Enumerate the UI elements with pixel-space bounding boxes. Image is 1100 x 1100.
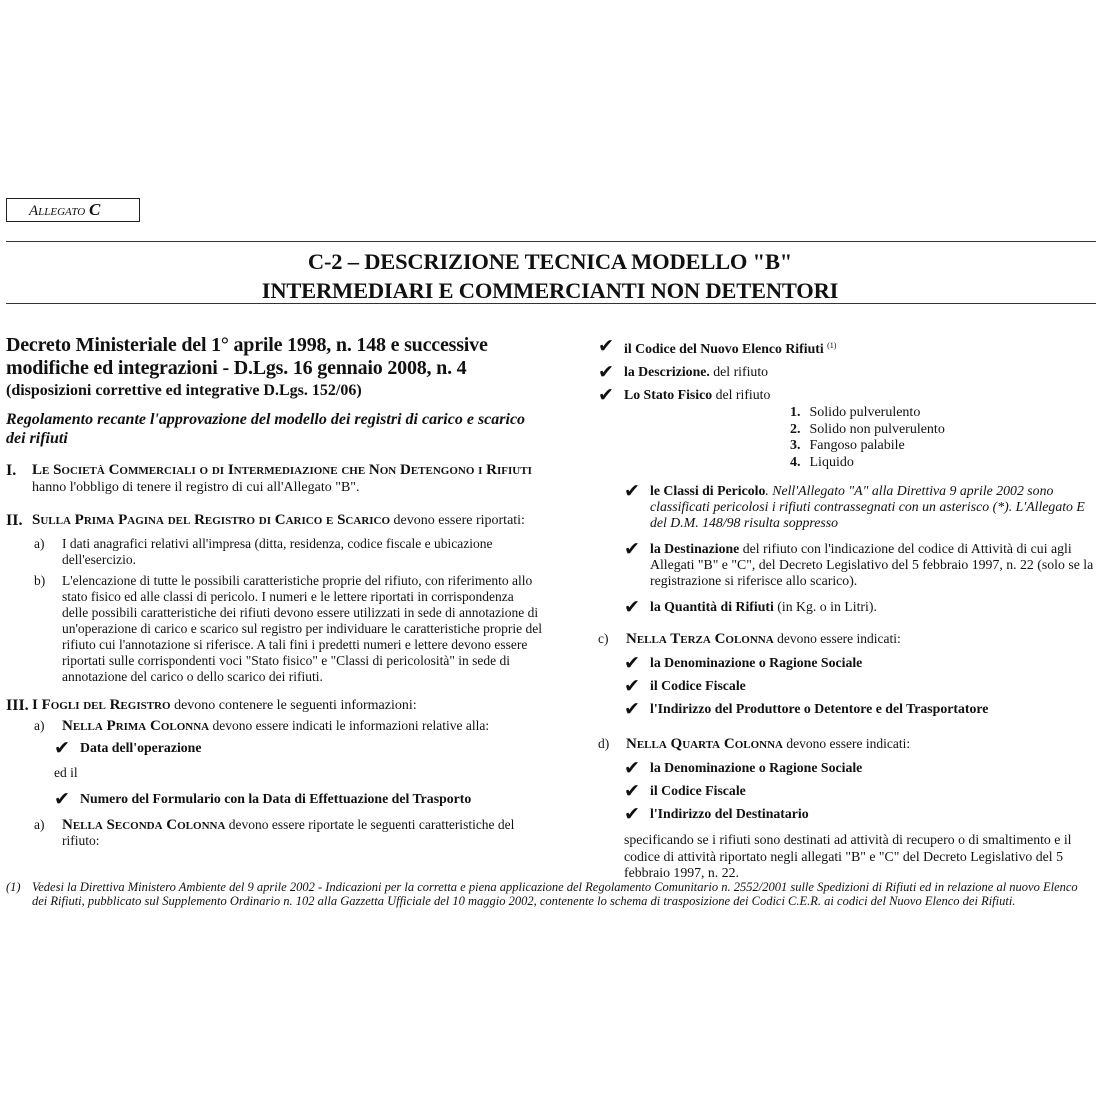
physical-state-list — [598, 405, 1094, 471]
check-label: la Denominazione o Ragione Sociale — [650, 760, 863, 775]
item-letter: d) — [598, 736, 610, 751]
column-d-heading: Nella Quarta Colonna — [626, 736, 783, 752]
checkmark-icon: ✔ — [54, 737, 70, 759]
column-b-heading: Nella Seconda Colonna — [62, 817, 226, 833]
checkmark-icon: ✔ — [598, 361, 614, 383]
section-2-items — [6, 536, 542, 685]
check-item — [624, 757, 1094, 779]
section-3-text: devono contenere le seguenti informazioni: — [170, 698, 417, 713]
check-label: il Codice Fiscale — [650, 783, 746, 798]
footnote-mark: (1) — [6, 880, 21, 894]
footnote-ref: (1) — [827, 341, 837, 350]
check-text: . Nell'Allegato "A" alla Direttiva 9 aprile 2002 sono classificati pericolosi i rifiuti contrassegnati con un asterisco (*). L'Allegato E del D.M. 148/98 risulta soppresso — [650, 483, 1085, 530]
section-2-heading: Sulla Prima Pagina del Registro di Carico e Scarico — [32, 512, 391, 528]
check-label: le Classi di Pericolo — [650, 483, 766, 498]
title-line-1: C-2 – DESCRIZIONE TECNICA MODELLO "B" — [307, 249, 793, 274]
column-a-text: devono essere indicati le informazioni relative alla: — [209, 718, 490, 733]
list-item — [790, 438, 1094, 455]
check-label: Lo Stato Fisico — [624, 387, 713, 402]
checkmark-icon: ✔ — [624, 803, 640, 825]
check-label: l'Indirizzo del Produttore o Detentore e del Trasportatore — [650, 701, 989, 716]
checkmark-icon: ✔ — [624, 596, 640, 618]
check-item — [624, 675, 1094, 697]
state-label: Fangoso palabile — [809, 438, 905, 453]
allegato-letter: C — [89, 200, 101, 219]
check-label: Data dell'operazione — [80, 740, 202, 755]
checkmark-icon: ✔ — [598, 335, 614, 357]
check-item — [624, 596, 1094, 618]
check-item — [624, 698, 1094, 720]
decree-note: (disposizioni correttive ed integrative D.Lgs. 152/06) — [6, 382, 362, 399]
item-text: I dati anagrafici relativi all'impresa (ditta, residenza, codice fiscale e ubicazione dell'esercizio. — [62, 536, 493, 567]
state-number: 2. — [790, 421, 801, 437]
check-text: (in Kg. o in Litri). — [773, 599, 877, 614]
check-label: la Denominazione o Ragione Sociale — [650, 655, 863, 670]
check-item — [598, 361, 1094, 383]
check-label: la Quantità di Rifiuti — [650, 599, 774, 614]
checkmark-icon: ✔ — [624, 652, 640, 674]
item-letter: a) — [34, 817, 45, 832]
decree-line-1: Decreto Ministeriale del 1° aprile 1998, n. 148 e successive — [6, 334, 488, 356]
checkmark-icon: ✔ — [624, 698, 640, 720]
column-d-item — [598, 736, 1094, 752]
section-3 — [6, 697, 542, 714]
section-1 — [6, 462, 542, 496]
column-c-text: devono essere indicati: — [773, 631, 901, 646]
list-item — [790, 405, 1094, 422]
state-label: Solido non pulverulento — [809, 421, 945, 437]
right-column — [598, 335, 1094, 882]
title-line-2: INTERMEDIARI E COMMERCIANTI NON DETENTORI — [261, 278, 839, 303]
checkmark-icon: ✔ — [624, 675, 640, 697]
check-item — [624, 538, 1094, 589]
check-item — [598, 335, 1094, 357]
column-b-item — [34, 817, 542, 849]
section-3-items — [6, 718, 542, 849]
check-text: del rifiuto — [709, 364, 769, 379]
section-2-text: devono essere riportati: — [390, 513, 525, 528]
section-1-number: I. — [6, 462, 17, 479]
check-label: la Descrizione. — [624, 364, 710, 379]
column-a-item — [34, 718, 542, 734]
regulation-subtitle: Regolamento recante l'approvazione del modello dei registri di carico e scarico dei rifiuti — [6, 411, 526, 447]
check-text: del rifiuto con l'indicazione del codice di Attività di cui agli Allegati "B" e "C", del Decreto Legislativo del 5 febbraio 1997, n. 22 (solo se la registrazione si riferisce allo scarico). — [650, 541, 1094, 588]
checkmark-icon: ✔ — [624, 757, 640, 779]
check-item — [624, 803, 1094, 825]
check-item — [624, 652, 1094, 674]
check-text: del rifiuto — [712, 387, 771, 402]
item-letter: c) — [598, 631, 609, 646]
checkmark-icon: ✔ — [624, 480, 640, 502]
section-2 — [6, 512, 542, 529]
list-item — [34, 536, 542, 568]
state-number: 1. — [790, 405, 801, 420]
checkmark-icon: ✔ — [598, 384, 614, 406]
section-1-text: hanno l'obbligo di tenere il registro di cui all'Allegato "B". — [32, 480, 360, 495]
left-column — [6, 334, 542, 849]
joiner-text: ed il — [54, 765, 78, 780]
column-c-heading: Nella Terza Colonna — [626, 631, 774, 647]
allegato-label — [6, 198, 140, 222]
footnote-text: Vedesi la Direttiva Ministero Ambiente del 9 aprile 2002 - Indicazioni per la corretta e piena applicazione del Regolamento Comunitario n. 2552/2001 sulle Spedizioni di Rifiuti ed in relazione al nuovo Elenco dei Rifiuti, pubblicato sul Supplemento Ordinario n. 102 alla Gazzetta Ufficiale del 10 maggio 2002, contenente lo schema di trasposizione dei Codici C.E.R. ai codici del Nuovo Elenco dei Rifiuti. — [32, 880, 1078, 908]
check-label: Numero del Formulario con la Data di Effettuazione del Trasporto — [80, 791, 472, 806]
check-label: la Destinazione — [650, 541, 740, 556]
section-1-heading: Le Società Commerciali o di Intermediazione che Non Detengono i Rifiuti — [32, 462, 532, 478]
section-3-heading: I Fogli del Registro — [32, 697, 171, 713]
footnote — [6, 880, 1096, 908]
closing-text: specificando se i rifiuti sono destinati ad attività di recupero o di smaltimento e il codice di attività riportato negli allegati "B" e "C" del Decreto Legislativo del 5 febbraio 1997, n. 22. — [624, 832, 1072, 880]
check-item — [624, 480, 1094, 531]
check-item — [54, 737, 542, 759]
column-c-item — [598, 631, 1094, 647]
column-d-text: devono essere indicati: — [782, 736, 911, 751]
check-label: il Codice del Nuovo Elenco Rifiuti — [624, 341, 824, 356]
section-3-number: III. — [6, 697, 29, 714]
check-item — [598, 384, 1094, 406]
check-item — [54, 788, 542, 810]
item-text: L'elencazione di tutte le possibili caratteristiche proprie del rifiuto, con riferimento allo stato fisico ed alle classi di pericolo. I numeri e le lettere riportati in corrispondenza delle possibili caratteristiche dei rifiuti devono essere utilizzati in sede di annotazione di un'operazione di carico e scarico sul registro per individuare le caratteristiche proprie del rifiuto cui l'annotazione si riferisce. A tali fini i predetti numeri e lettere devono essere riportati sulle corrispondenti voci "Stato fisico" e "Classi di pericolosità" in sede di annotazione del carico o dello scarico dei rifiuti. — [62, 573, 542, 684]
state-number: 3. — [790, 438, 801, 453]
column-a-heading: Nella Prima Colonna — [62, 718, 210, 734]
column-b-text: devono essere riportate le seguenti caratteristiche del rifiuto: — [62, 817, 515, 848]
checkmark-icon: ✔ — [624, 538, 640, 560]
state-label: Solido pulverulento — [809, 405, 921, 420]
title-rule-top — [6, 241, 1096, 242]
list-item — [34, 573, 542, 685]
check-label: l'Indirizzo del Destinatario — [650, 806, 809, 821]
item-letter: a) — [34, 536, 45, 551]
item-letter: b) — [34, 573, 46, 588]
checkmark-icon: ✔ — [54, 788, 70, 810]
check-item — [624, 780, 1094, 802]
title-rule-bottom — [6, 303, 1096, 304]
state-label: Liquido — [809, 454, 854, 470]
section-2-number: II. — [6, 512, 23, 529]
item-letter: a) — [34, 718, 45, 733]
check-label: il Codice Fiscale — [650, 678, 746, 693]
decree-line-2: modifiche ed integrazioni - D.Lgs. 16 gennaio 2008, n. 4 — [6, 357, 467, 379]
allegato-prefix: Allegato — [29, 203, 86, 219]
checkmark-icon: ✔ — [624, 780, 640, 802]
list-item — [790, 422, 1094, 439]
page-title — [0, 247, 1100, 305]
list-item — [790, 455, 1094, 472]
state-number: 4. — [790, 454, 801, 470]
decree-title — [6, 334, 542, 380]
